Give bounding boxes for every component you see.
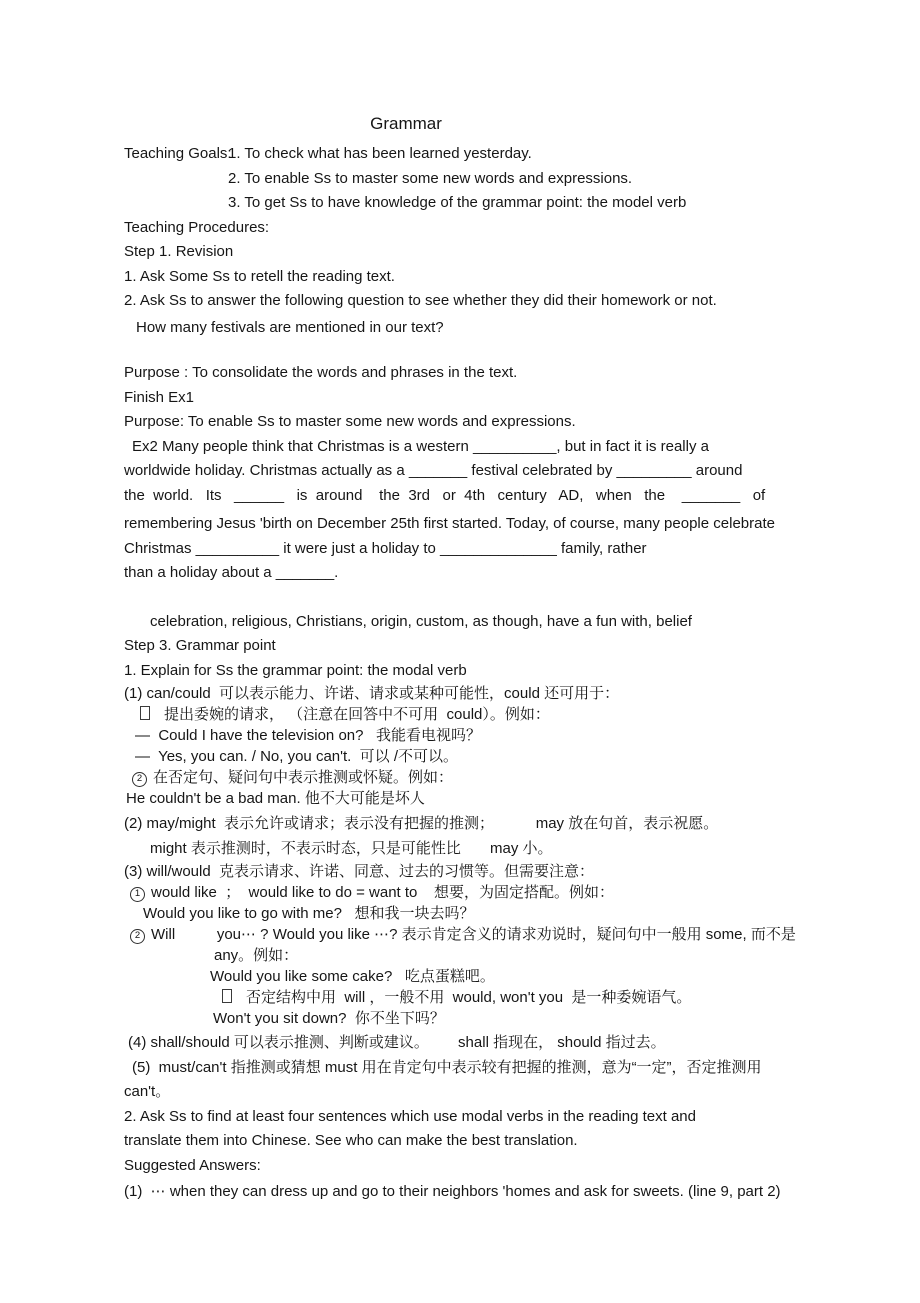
blank-line [124,586,780,610]
modal-point-3-sub-2-line-2: any。例如： [214,947,299,964]
ex2-line-6: than a holiday about a _______. [124,564,339,581]
step1-question: How many festivals are mentioned in our text? [136,318,444,336]
step1-item-1: 1. Ask Some Ss to retell the reading text. [124,267,395,285]
modal-point-3-sub-1: 1 would like ； would like to do = want to 想要，为固定搭配。例如： [130,882,780,903]
ex2-line-2: worldwide holiday. Christmas actually as a _______ festival celebrated by _________ around [124,462,743,479]
purpose-1: Purpose : To consolidate the words and phrases in the text. [124,364,518,381]
page-title: Grammar [370,114,442,133]
modal-point-4: (4) shall/should 可以表示推测、判断或建议。 shall 指现在， should 指过去。 [128,1034,666,1051]
modal-point-3-sub-2: 2 Will you⋯ ? Would you like ⋯? 表示肯定含义的请求劝说时，疑问句中一般用 some, 而不是 [130,924,780,945]
step3-item-1: 1. Explain for Ss the grammar point: the modal verb [124,661,467,679]
teaching-goals-row [124,142,780,167]
modal-point-1-example-1: — Could I have the television on? 我能看电视吗？ [135,727,481,744]
teaching-goals-label: Teaching Goals: [124,145,232,162]
ex2-line-1: Ex2 Many people think that Christmas is a western __________, but in fact it is really a [132,437,709,455]
step3-item-2-line-2: translate them into Chinese. See who can make the best translation. [124,1132,578,1149]
modal-point-1-example-2: — Yes, you can. / No, you can't. 可以 /不可以。 [135,748,458,765]
modal-point-3-example-1: Would you like to go with me? 想和我一块去吗？ [143,905,475,922]
modal-point-5-line-1: (5) must/can't 指推测或猜想 must 用在肯定句中表示较有把握的推测，意为“一定”，否定推测用 [132,1058,762,1076]
teaching-goal-3: 3. To get Ss to have knowledge of the grammar point: the model verb [228,194,687,211]
missing-glyph-box-icon [222,989,232,1003]
ex2-word-bank: celebration, religious, Christians, origin, custom, as though, have a fun with, belief [150,612,692,630]
blank-line [124,340,780,361]
modal-point-3-sub-2-example: Would you like some cake? 吃点蛋糕吧。 [210,968,495,985]
step1-heading: Step 1. Revision [124,243,234,260]
modal-point-1-sub-2: 2 在否定句、疑问句中表示推测或怀疑。例如： [132,767,780,788]
procedures-heading: Teaching Procedures: [124,218,270,236]
teaching-goal-2: 2. To enable Ss to master some new words and expressions. [228,169,633,187]
modal-point-2-line-2: might 表示推测时，不表示时态，只是可能性比 may 小。 [150,839,553,857]
modal-point-3-head: (3) will/would 克表示请求、许诺、同意、过去的习惯等。但需要注意： [124,863,595,880]
step3-item-2-line-1: 2. Ask Ss to find at least four sentences which use modal verbs in the reading text and [124,1107,696,1125]
missing-glyph-box-icon [140,706,150,720]
ex2-line-4: remembering Jesus 'birth on December 25th first started. Today, of course, many people celebrate [124,515,775,532]
step3-heading: Step 3. Grammar point [124,637,276,654]
modal-point-2-line-1: (2) may/might 表示允许或请求；表示没有把握的推测； may 放在句首，表示祝愿。 [124,815,719,832]
modal-point-5-line-2: can't。 [124,1083,171,1100]
teaching-goal-1: 1. To check what has been learned yesterday. [228,145,532,162]
modal-point-3-note-example: Won't you sit down? 你不坐下吗？ [213,1010,445,1027]
ex2-line-3: the world. Its ______ is around the 3rd or 4th century AD, when the _______ of [124,486,766,504]
modal-point-1-head: (1) can/could 可以表示能力、许诺、请求或某种可能性，could 还可用于： [124,685,620,702]
purpose-2: Purpose: To enable Ss to master some new words and expressions. [124,413,576,430]
finish-ex1: Finish Ex1 [124,388,195,406]
modal-point-1-sub-1: 提出委婉的请求， （注意在回答中不可用 could）。例如： [140,704,780,725]
circled-2-icon: 2 [130,929,145,944]
step1-item-2: 2. Ask Ss to answer the following question to see whether they did their homework or not. [124,292,717,309]
ex2-line-5: Christmas __________ it were just a holiday to ______________ family, rather [124,539,647,557]
modal-point-1-example-3: He couldn't be a bad man. 他不大可能是坏人 [126,790,425,807]
suggested-answer-1: (1) ⋯ when they can dress up and go to their neighbors 'homes and ask for sweets. (line 9, part 2) [124,1183,781,1200]
circled-2-icon: 2 [132,772,147,787]
circled-1-icon: 1 [130,887,145,902]
modal-point-3-note: 否定结构中用 will ，一般不用 would, won't you 是一种委婉语气。 [222,987,780,1008]
suggested-answers-heading: Suggested Answers: [124,1156,261,1174]
